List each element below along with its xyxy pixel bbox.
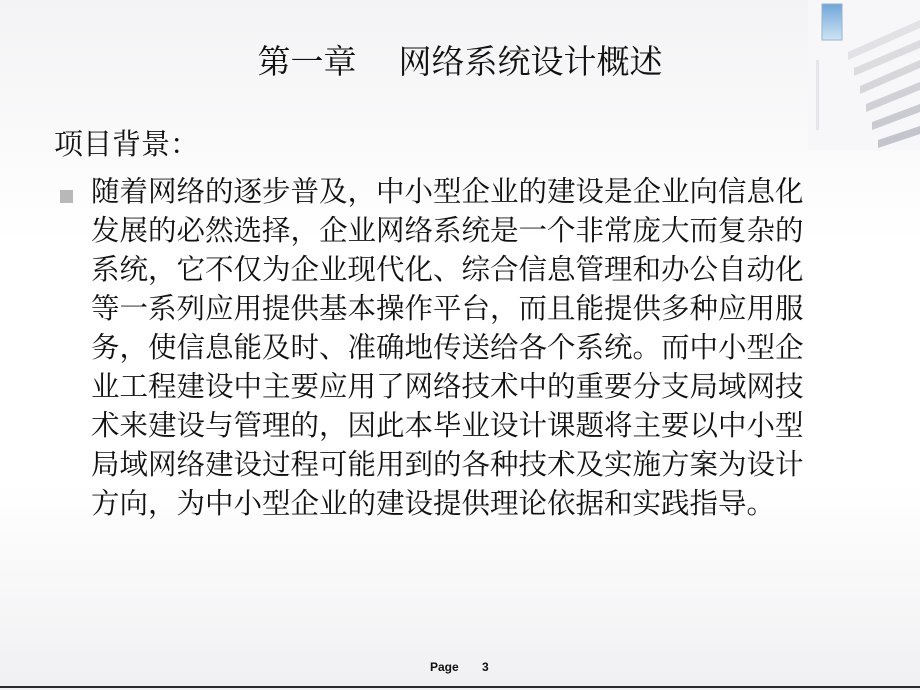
paragraph-line: 等一系列应用提供基本操作平台，而且能提供多种应用服 (91, 292, 804, 325)
paragraph-line: 局域网络建设过程可能用到的各种技术及实施方案为设计 (91, 448, 804, 481)
paragraph-line: 术来建设与管理的，因此本毕业设计课题将主要以中小型 (91, 409, 804, 442)
paragraph-line: 随着网络的逐步普及，中小型企业的建设是企业向信息化 (91, 175, 804, 208)
page-label: Page (430, 660, 459, 674)
bullet-paragraph (91, 172, 866, 523)
paragraph-line: 业工程建设中主要应用了网络技术中的重要分支局域网技 (91, 370, 804, 403)
paragraph-line: 务，使信息能及时、准确地传送给各个系统。而中小型企 (91, 331, 804, 364)
slide-title: 第一章 网络系统设计概述 (257, 42, 663, 81)
page-number: 3 (482, 660, 489, 674)
section-heading: 项目背景： (54, 127, 200, 161)
paragraph-line: 方向，为中小型企业的建设提供理论依据和实践指导。 (91, 487, 776, 520)
paragraph-line: 系统，它不仅为企业现代化、综合信息管理和办公自动化 (91, 253, 804, 286)
paragraph-line: 发展的必然选择，企业网络系统是一个非常庞大而复杂的 (91, 214, 804, 247)
footer-divider (0, 686, 920, 688)
square-bullet-icon (60, 190, 73, 203)
